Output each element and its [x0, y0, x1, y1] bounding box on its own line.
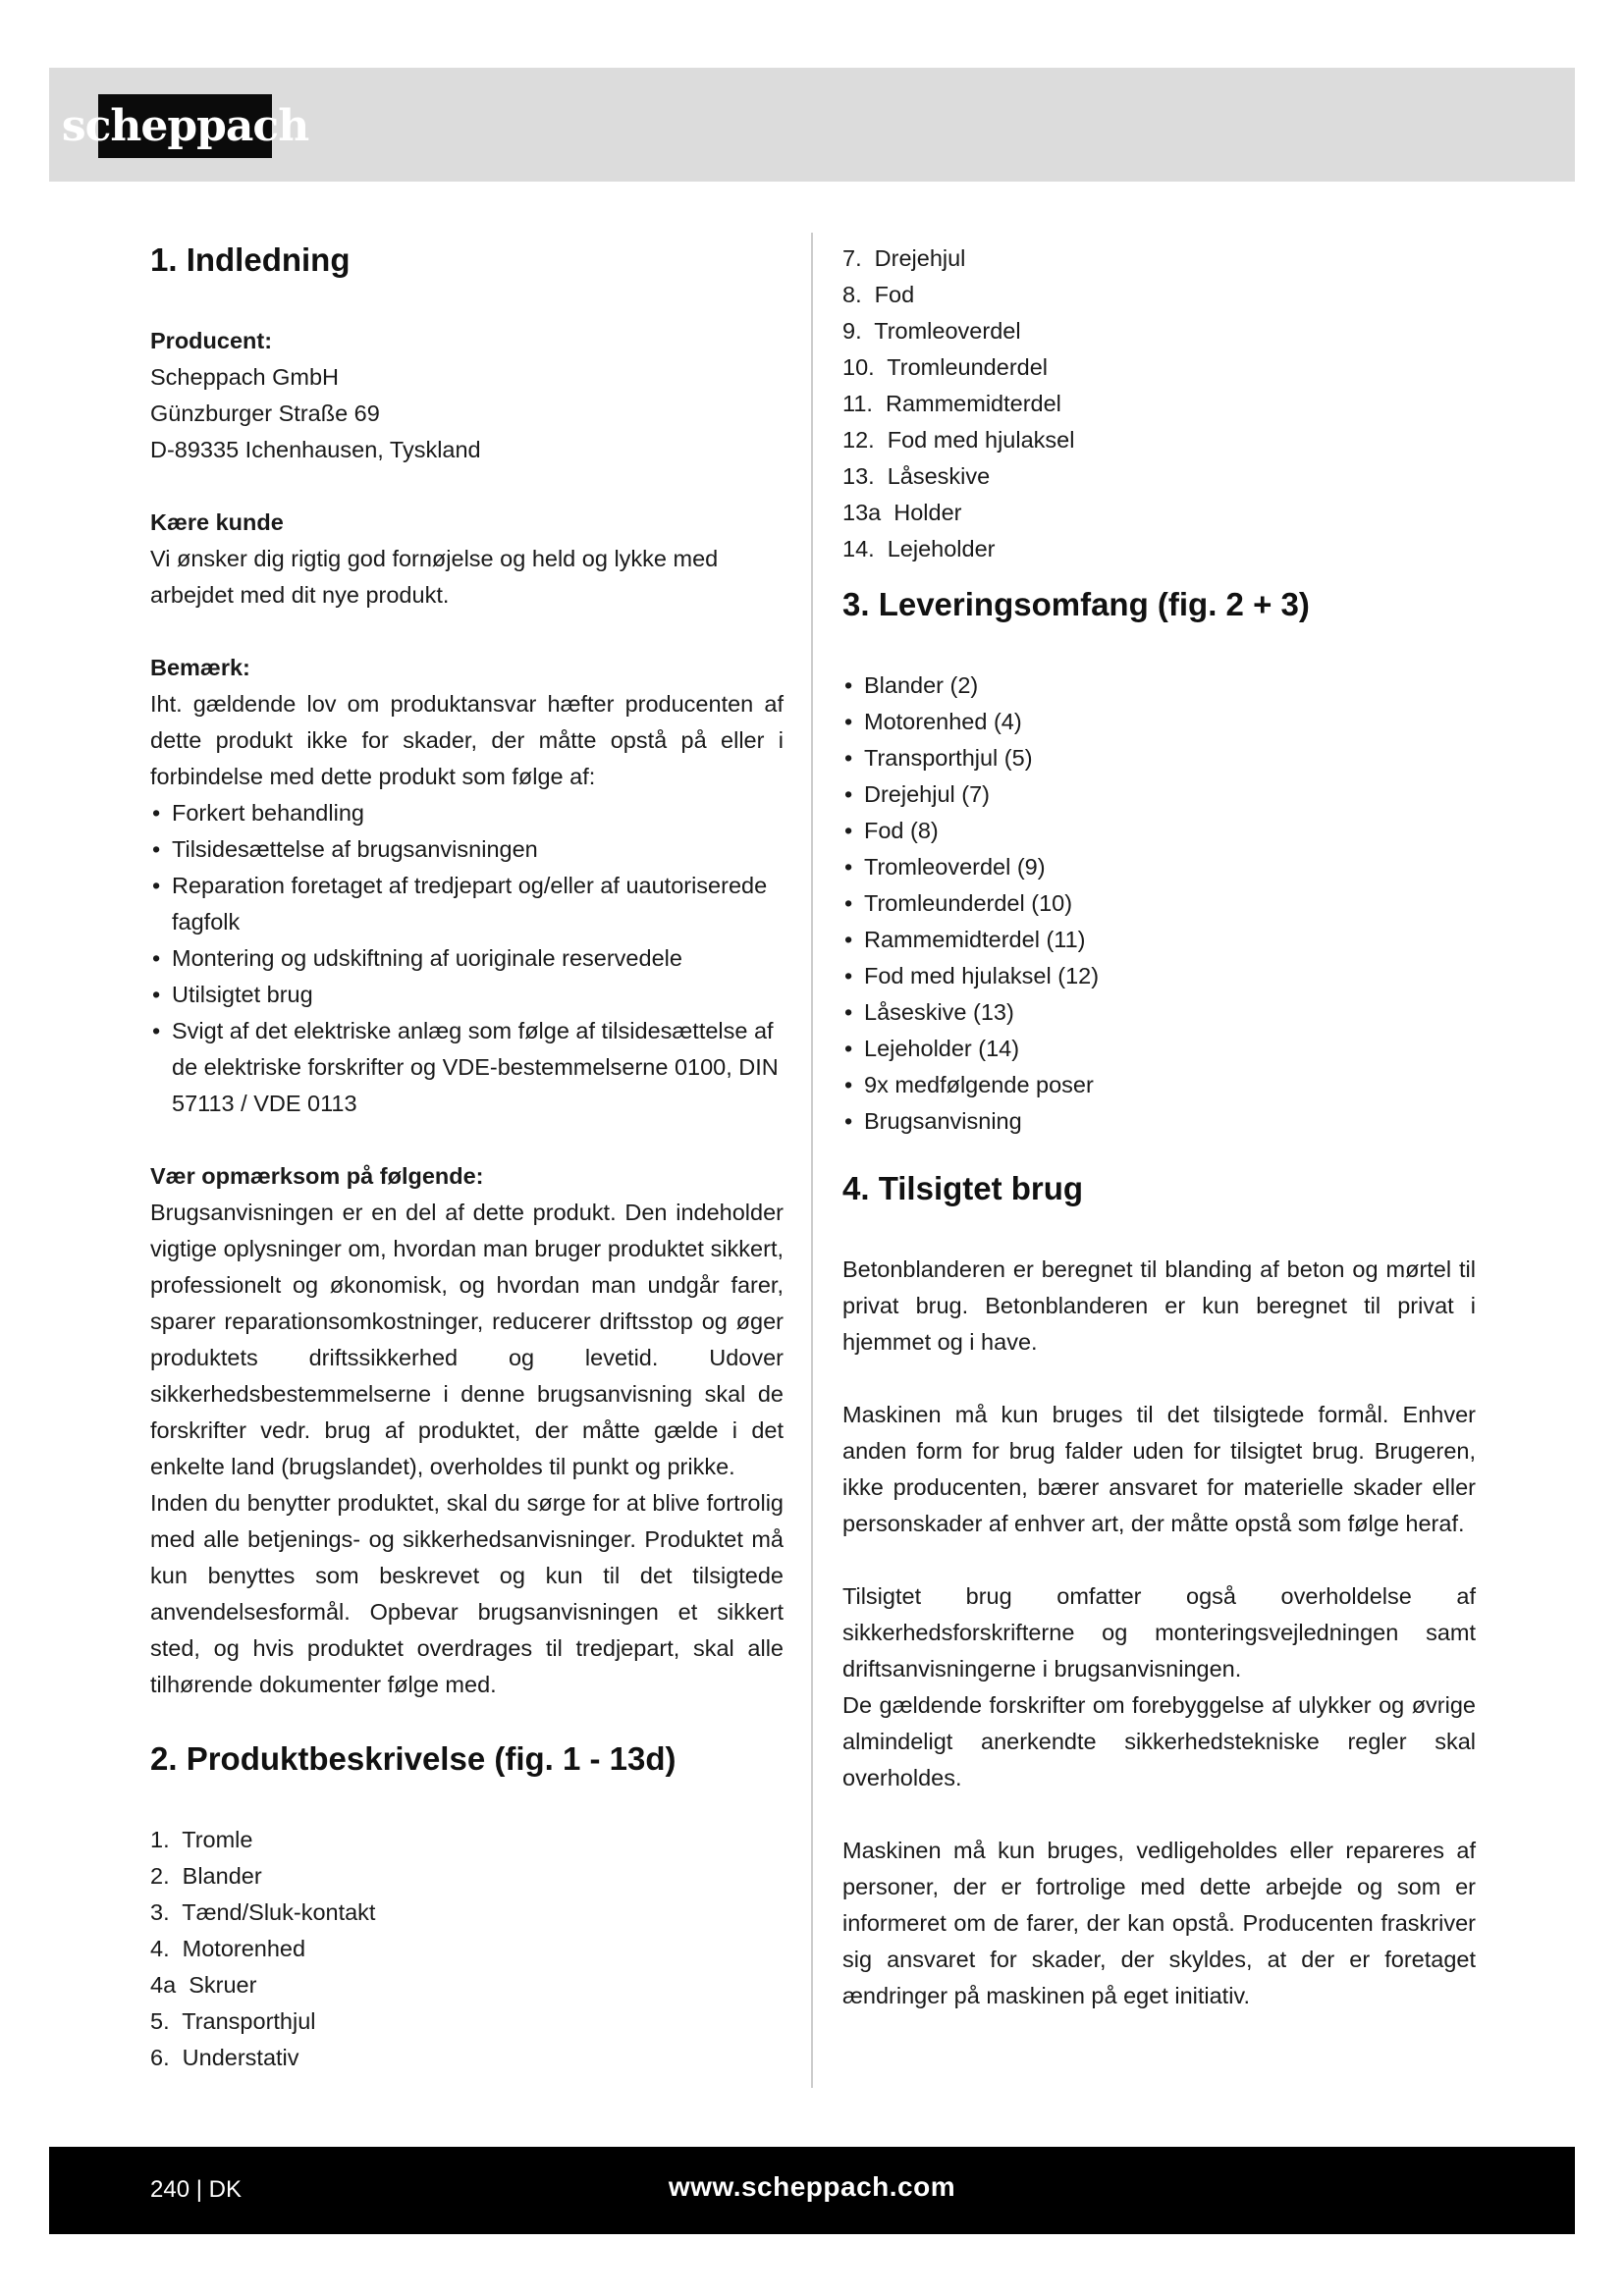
dear-customer-text: Vi ønsker dig rigtig god fornøjelse og held og lykke med arbejdet med dit nye produkt.	[150, 546, 719, 608]
list-item: • Montering og udskiftning af uoriginale reservedele	[150, 940, 784, 977]
list-item: 3. Tænd/Sluk-kontakt	[150, 1899, 376, 1925]
page-footer	[49, 2147, 1575, 2234]
list-item: 8. Fod	[842, 282, 915, 307]
list-item: 11. Rammemidterdel	[842, 391, 1061, 416]
list-item: • 9x medfølgende poser	[842, 1067, 1476, 1103]
list-item: 4. Motorenhed	[150, 1936, 306, 1961]
producer-line: D-89335 Ichenhausen, Tyskland	[150, 437, 481, 462]
section-3-title: 3. Leveringsomfang (fig. 2 + 3)	[842, 586, 1310, 622]
list-item: • Motorenhed (4)	[842, 704, 1476, 740]
intended-use-paragraph: Betonblanderen er beregnet til blanding af beton og mørtel til privat brug. Betonblanderen er kun beregnet til privat i hjemmet og i have.	[842, 1256, 1476, 1355]
list-item: 6. Understativ	[150, 2045, 299, 2070]
attention-paragraph: Brugsanvisningen er en del af dette produkt. Den indeholder vigtige oplysninger om, hvordan man bruger produktet sikkert, professionelt og økonomisk, og hvordan man undgår farer, sparer reparationsomkostninger, reducerer driftsstop og øger produktets driftssikkerhed og levetid. Udover sikkerhedsbestemmelserne i denne brugsanvisning skal de forskrifter vedr. brug af produktet, der måtte gælde i det enkelte land (brugslandet), overholdes til punkt og prikke.	[150, 1200, 784, 1479]
producer-block	[150, 323, 784, 468]
intended-use-paragraph: Maskinen må kun bruges til det tilsigtede formål. Enhver anden form for brug falder uden for tilsigtet brug. Brugeren, ikke producenten, bærer ansvaret for materielle skader eller personskader af enhver art, der måtte opstå som følge heraf.	[842, 1402, 1476, 1536]
dear-customer-block	[150, 505, 784, 614]
right-column	[842, 240, 1476, 2014]
section-4-title: 4. Tilsigtet brug	[842, 1170, 1084, 1206]
list-item: 4a Skruer	[150, 1972, 257, 1998]
website-link[interactable]: www.scheppach.com	[668, 2171, 956, 2202]
attention-label: Vær opmærksom på følgende:	[150, 1163, 484, 1189]
note-label: Bemærk:	[150, 655, 250, 680]
list-item: 1. Tromle	[150, 1827, 253, 1852]
parts-list-continued	[842, 240, 1476, 567]
list-item: • Forkert behandling	[150, 795, 784, 831]
list-item: 12. Fod med hjulaksel	[842, 427, 1075, 453]
dear-customer-label: Kære kunde	[150, 509, 284, 535]
list-item: • Utilsigtet brug	[150, 977, 784, 1013]
page-header	[49, 68, 1575, 182]
list-item: • Lejeholder (14)	[842, 1031, 1476, 1067]
note-text: Iht. gældende lov om produktansvar hæfter producenten af dette produkt ikke for skader, der måtte opstå på eller i forbindelse med dette produkt som følge af:	[150, 691, 784, 789]
list-item: • Fod (8)	[842, 813, 1476, 849]
list-item: 9. Tromleoverdel	[842, 318, 1021, 344]
list-item: • Låseskive (13)	[842, 994, 1476, 1031]
list-item: • Transporthjul (5)	[842, 740, 1476, 776]
list-item: 13. Låseskive	[842, 463, 991, 489]
list-item: • Svigt af det elektriske anlæg som følge af tilsidesættelse af de elektriske forskrifter og VDE-bestemmelserne 0100, DIN 57113 / VDE 0113	[150, 1013, 784, 1122]
list-item: • Reparation foretaget af tredjepart og/eller af uautoriserede fagfolk	[150, 868, 784, 940]
attention-block	[150, 1158, 784, 1703]
list-item: • Tilsidesættelse af brugsanvisningen	[150, 831, 784, 868]
page-number: 240 | DK	[150, 2176, 242, 2203]
list-item: 10. Tromleunderdel	[842, 354, 1049, 380]
intended-use-paragraph: De gældende forskrifter om forebyggelse af ulykker og øvrige almindeligt anerkendte sikkerhedstekniske regler skal overholdes.	[842, 1692, 1476, 1790]
intended-use-paragraph: Tilsigtet brug omfatter også overholdelse af sikkerhedsforskrifterne og monteringsvejledningen samt driftsanvisningerne i brugsanvisningen.	[842, 1583, 1476, 1682]
note-bullet-list	[150, 795, 784, 1122]
parts-list	[150, 1822, 784, 2076]
list-item: • Drejehjul (7)	[842, 776, 1476, 813]
list-item: • Brugsanvisning	[842, 1103, 1476, 1140]
list-item: 2. Blander	[150, 1863, 262, 1889]
list-item: 5. Transporthjul	[150, 2008, 316, 2034]
list-item: • Rammemidterdel (11)	[842, 922, 1476, 958]
section-2-title: 2. Produktbeskrivelse (fig. 1 - 13d)	[150, 1740, 677, 1777]
note-block	[150, 650, 784, 1122]
list-item: 14. Lejeholder	[842, 536, 996, 561]
attention-paragraph: Inden du benytter produktet, skal du sørge for at blive fortrolig med alle betjenings- og sikkerhedsanvisninger. Produktet må kun benyttes som beskrevet og kun til det tilsigtede anvendelsesformål. Opbevar brugsanvisningen et sikkert sted, og hvis produktet overdrages til tredjepart, skal alle tilhørende dokumenter følge med.	[150, 1490, 784, 1697]
left-column	[150, 240, 784, 2076]
list-item: 7. Drejehjul	[842, 245, 966, 271]
list-item: • Tromleunderdel (10)	[842, 885, 1476, 922]
section-1-title: 1. Indledning	[150, 241, 351, 278]
list-item: 13a Holder	[842, 500, 962, 525]
list-item: • Blander (2)	[842, 667, 1476, 704]
producer-line: Scheppach GmbH	[150, 364, 340, 390]
producer-label: Producent:	[150, 328, 273, 353]
scheppach-logo: scheppach	[98, 94, 272, 158]
producer-line: Günzburger Straße 69	[150, 400, 380, 426]
column-divider	[811, 233, 813, 2088]
intended-use-paragraph: Maskinen må kun bruges, vedligeholdes eller repareres af personer, der er fortrolige med dette arbejde og som er informeret om de farer, der kan opstå. Producenten fraskriver sig ansvaret for skader, der skyldes, at der er foretaget ændringer på maskinen på eget initiativ.	[842, 1838, 1476, 2008]
delivery-list	[842, 667, 1476, 1140]
list-item: • Fod med hjulaksel (12)	[842, 958, 1476, 994]
list-item: • Tromleoverdel (9)	[842, 849, 1476, 885]
